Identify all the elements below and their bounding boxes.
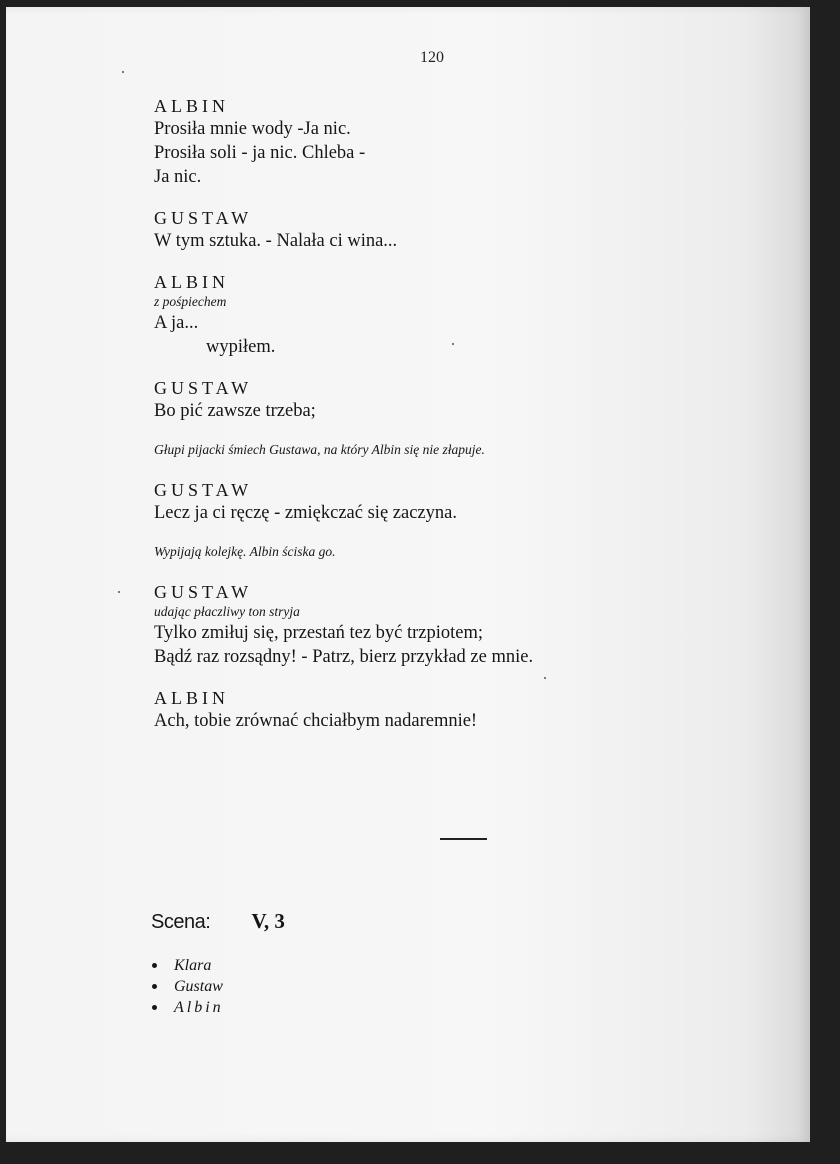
dialogue-line: Bądź raz rozsądny! - Patrz, bierz przykład ze mnie.	[154, 647, 534, 667]
scan-speck	[544, 677, 546, 679]
speaker-name: GUSTAW	[154, 208, 253, 228]
cast-name: Gustaw	[174, 978, 223, 995]
cast-item	[152, 976, 224, 997]
cast-list	[152, 955, 224, 1018]
speaker-name: GUSTAW	[154, 582, 253, 602]
dialogue-block	[154, 581, 714, 669]
dialogue-line: Ja nic.	[154, 167, 202, 187]
scan-speck	[118, 591, 120, 593]
dialogue-line: Prosiła soli - ja nic. Chleba -	[154, 143, 366, 163]
page-number: 120	[420, 49, 444, 66]
bullet-icon	[152, 984, 157, 989]
dialogue-line: Tylko zmiłuj się, przestań tez być trzpiotem;	[154, 623, 484, 643]
cast-item	[152, 955, 224, 976]
dialogue-block	[154, 479, 714, 525]
cast-item	[152, 997, 224, 1018]
scene-number: V, 3	[251, 909, 285, 933]
dialogue-line: W tym sztuka. - Nalała ci wina...	[154, 231, 398, 251]
speaker-name: GUSTAW	[154, 378, 253, 398]
dialogue-block	[154, 687, 714, 733]
dialogue-block	[154, 95, 714, 189]
cast-name: Albin	[174, 999, 224, 1016]
section-divider	[440, 838, 487, 840]
dialogue-block	[154, 271, 714, 359]
dialogue-line: wypiłem.	[206, 337, 276, 357]
scan-speck	[452, 343, 454, 345]
speaker-name: ALBIN	[154, 96, 229, 116]
dialogue-block	[154, 377, 714, 423]
speaker-name: ALBIN	[154, 688, 229, 708]
dialogue-line: Bo pić zawsze trzeba;	[154, 401, 316, 421]
cast-name: Klara	[174, 957, 212, 974]
speaker-name: GUSTAW	[154, 480, 253, 500]
dialogue-line: A ja...	[154, 313, 199, 333]
stage-direction: Głupi pijacki śmiech Gustawa, na który Albin się nie złapuje.	[154, 442, 485, 457]
scene-heading	[151, 909, 285, 934]
speaker-name: ALBIN	[154, 272, 229, 292]
bullet-icon	[152, 1005, 157, 1010]
paper-sheet	[6, 7, 810, 1142]
speaker-direction: z pośpiechem	[154, 294, 227, 309]
stage-direction: Wypijają kolejkę. Albin ściska go.	[154, 544, 336, 559]
dialogue-content	[154, 95, 714, 751]
scan-speck	[122, 71, 124, 73]
bullet-icon	[152, 963, 157, 968]
dialogue-line: Lecz ja ci ręczę - zmiękczać się zaczyna.	[154, 503, 457, 523]
scene-label: Scena:	[151, 911, 211, 933]
dialogue-block	[154, 207, 714, 253]
speaker-direction: udając płaczliwy ton stryja	[154, 604, 300, 619]
dialogue-line: Ach, tobie zrównać chciałbym nadaremnie!	[154, 711, 478, 731]
dialogue-line: Prosiła mnie wody -Ja nic.	[154, 119, 351, 139]
